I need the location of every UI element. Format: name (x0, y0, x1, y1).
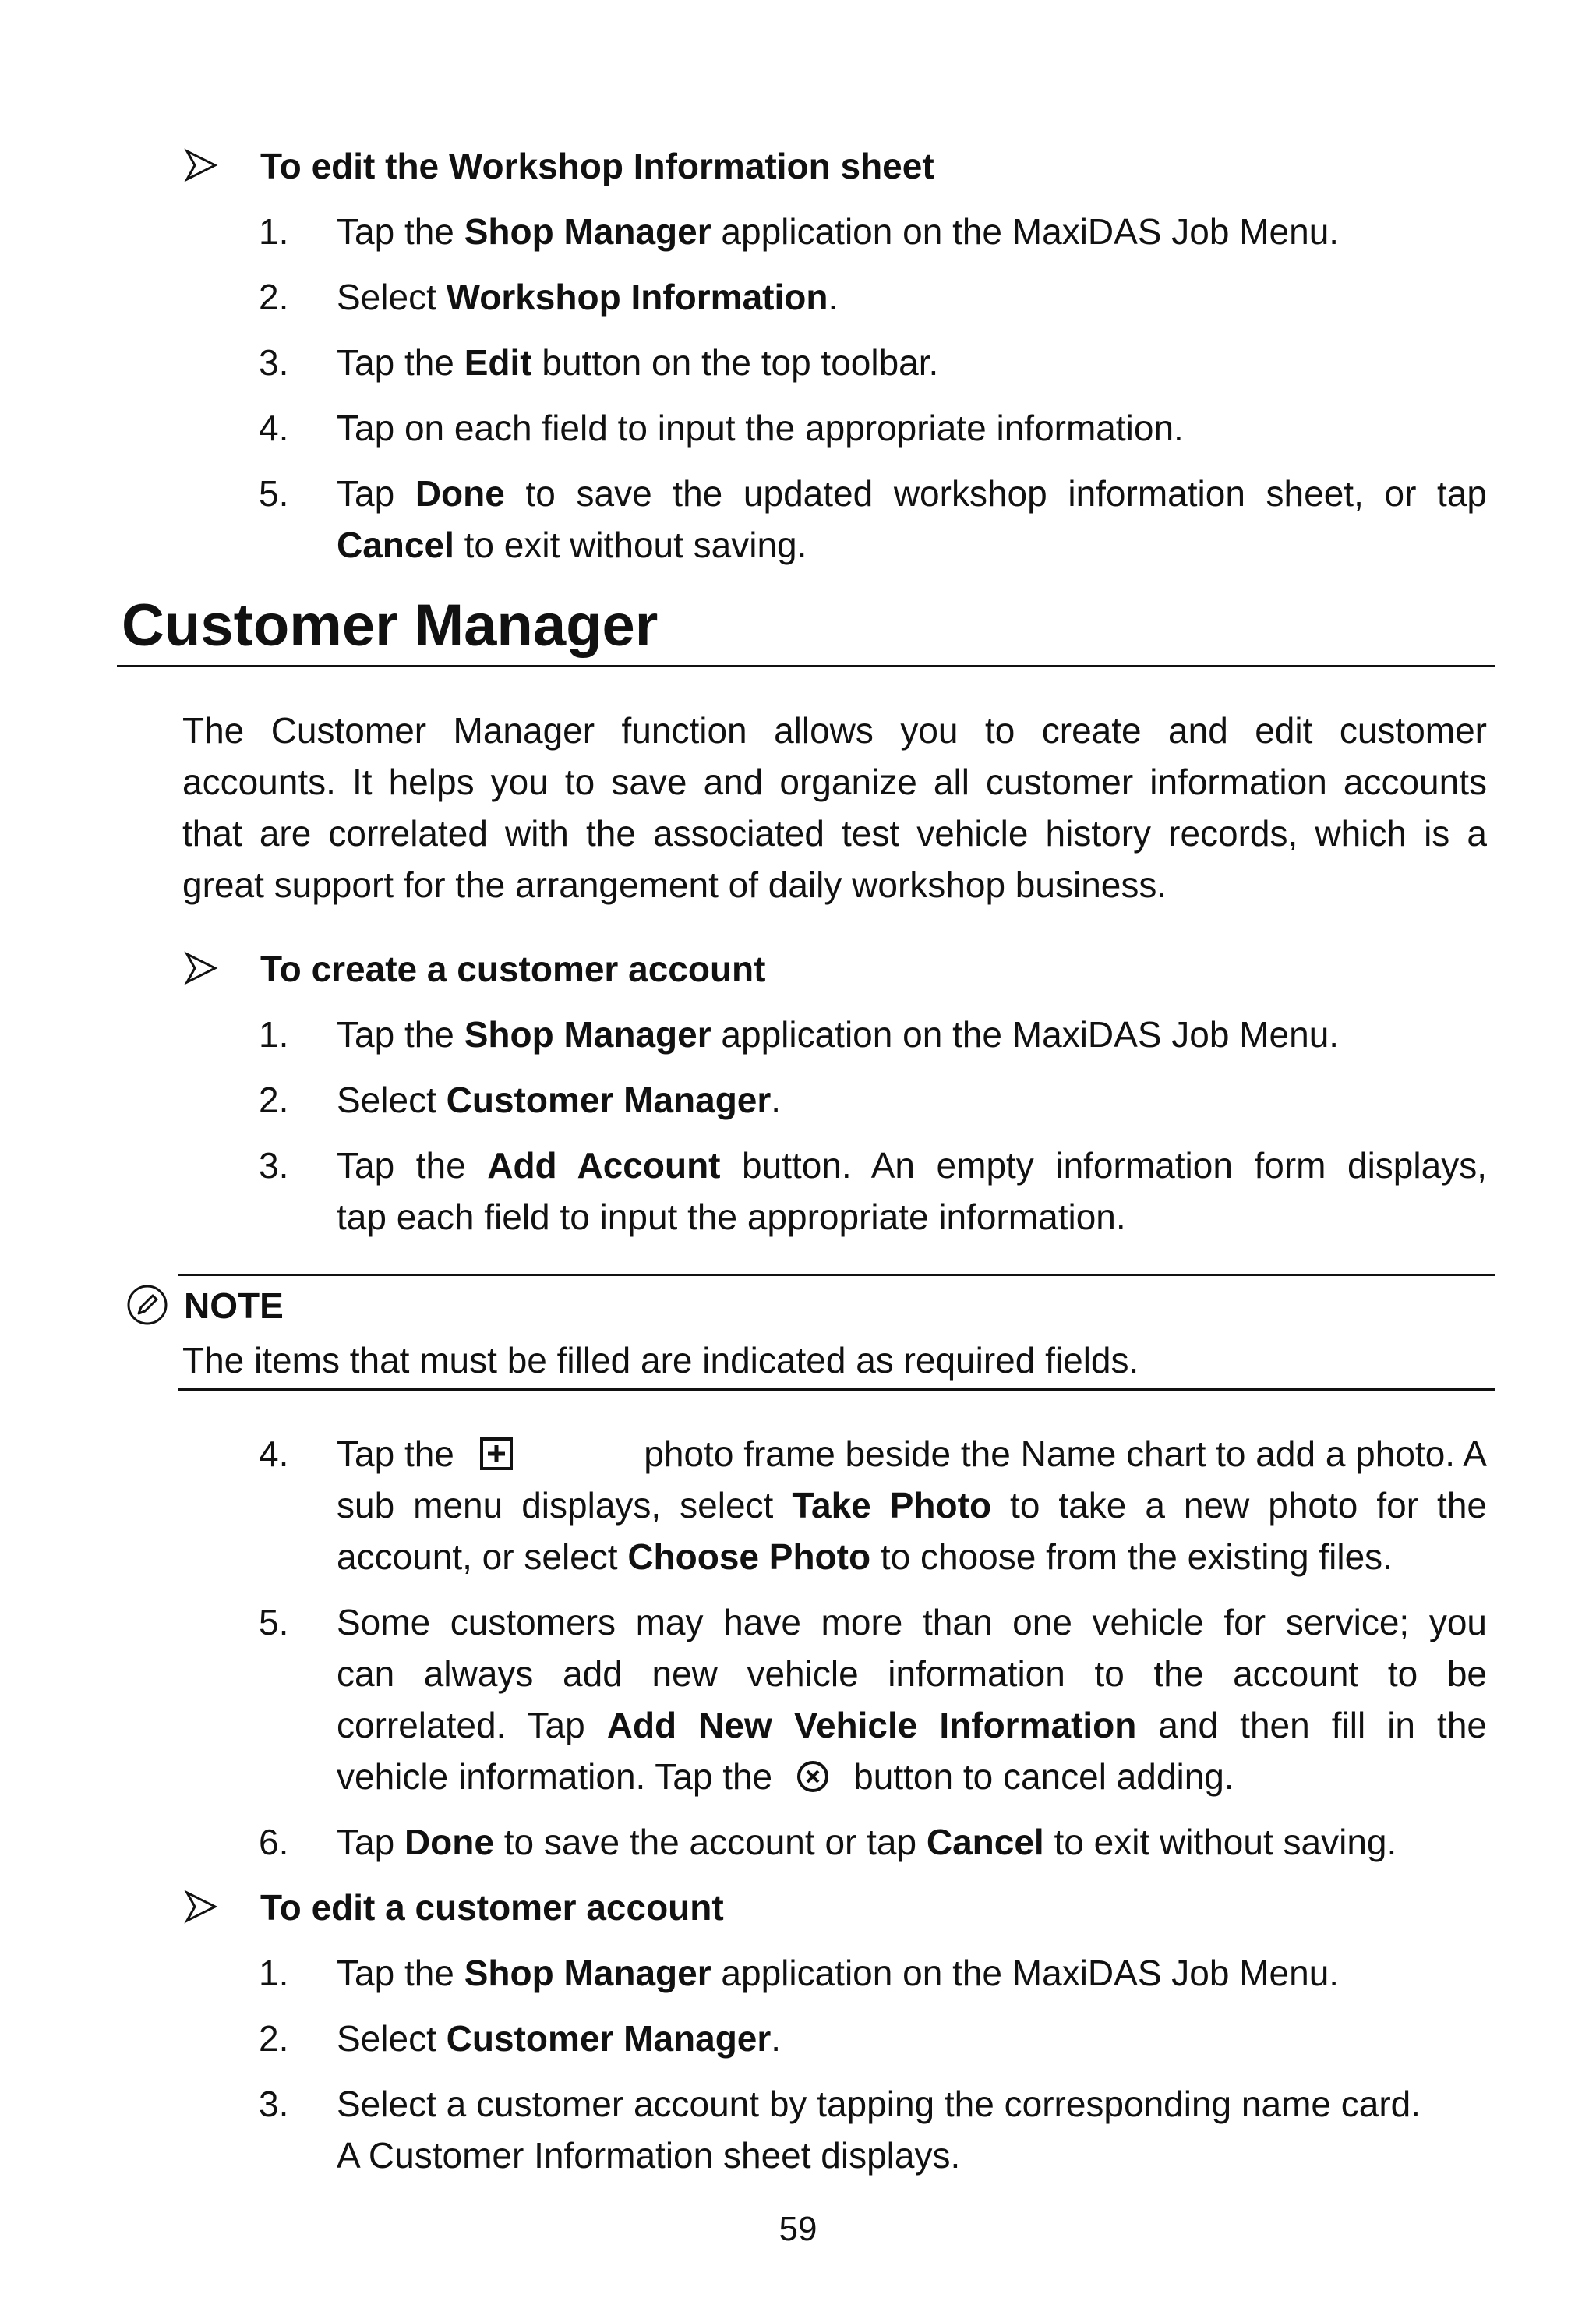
bold-term: Cancel (926, 1822, 1044, 1862)
step-text (337, 1009, 1487, 1060)
text-run: to exit without saving. (454, 525, 807, 565)
text-run: . (828, 277, 839, 317)
text-run: Select (337, 2018, 447, 2059)
text-run: account, or select (337, 1536, 628, 1577)
bold-term: Customer Manager (446, 2018, 772, 2059)
bold-term: Cancel (337, 525, 454, 565)
page-title: Customer Manager (122, 592, 659, 659)
step-number: 1. (259, 1953, 289, 1993)
step-number: 3. (259, 2084, 289, 2124)
note-bottom-rule (178, 1388, 1495, 1391)
step-number: 4. (259, 1434, 289, 1474)
text-run: to take a new photo for the (991, 1485, 1487, 1526)
step-text (337, 1947, 1487, 1999)
step-text (337, 271, 1487, 323)
bold-term: Shop Manager (464, 1953, 711, 1993)
text-run: to exit without saving. (1043, 1822, 1397, 1862)
step-text (337, 1816, 1487, 1868)
bold-term: Edit (464, 342, 532, 383)
text-run: to save the updated workshop information sheet, or tap (504, 473, 1488, 514)
text-run: button. An empty information form displays, (720, 1145, 1487, 1186)
step-text (337, 1191, 1487, 1243)
bold-term: Done (404, 1822, 494, 1862)
step-number: 5. (259, 473, 289, 514)
x-circle-icon (796, 1759, 830, 1794)
bold-term: Add Account (487, 1145, 721, 1186)
step-text (337, 206, 1487, 257)
text-run: Tap (337, 1822, 404, 1862)
text-run: button on the top toolbar. (531, 342, 939, 383)
step-number: 2. (259, 277, 289, 317)
step-text (337, 1596, 1487, 1648)
bold-term: Workshop Information (446, 277, 828, 317)
step-text (337, 2078, 1487, 2130)
plus-box-icon (479, 1437, 514, 1471)
text-run: Tap (337, 473, 415, 514)
step-number: 2. (259, 1080, 289, 1120)
step-text (337, 2013, 1487, 2064)
text-run: sub menu displays, select (337, 1485, 793, 1526)
text-run: application on the MaxiDAS Job Menu. (711, 1953, 1340, 1993)
text-run: A Customer Information sheet displays. (337, 2135, 961, 2176)
step-number: 6. (259, 1822, 289, 1862)
text-run: Select (337, 1080, 447, 1120)
text-run: application on the MaxiDAS Job Menu. (711, 211, 1340, 252)
section-heading: To edit the Workshop Information sheet (260, 146, 934, 186)
note-label: NOTE (184, 1285, 284, 1326)
text-run: Select a customer account by tapping the corresponding name card. (337, 2084, 1421, 2124)
step-text (337, 1699, 1487, 1751)
step-text (337, 337, 1487, 388)
intro-line: that are correlated with the associated test vehicle history records, which is a (182, 813, 1487, 854)
arrow-bullet-icon (184, 1890, 218, 1924)
text-run: can always add new vehicle information to the account to be (337, 1653, 1487, 1694)
arrow-bullet-icon (184, 148, 218, 182)
intro-line: accounts. It helps you to save and organize all customer information accounts (182, 762, 1487, 802)
text-run: Tap the (337, 1953, 464, 1993)
step-text-segment: Tap the (337, 1434, 454, 1474)
section-heading: To create a customer account (260, 949, 766, 989)
text-run: Tap the (337, 1145, 488, 1186)
step-text (337, 468, 1487, 519)
step-text (337, 1480, 1487, 1531)
text-run: and then fill in the (1136, 1705, 1487, 1745)
step-text-segment: photo frame beside the Name chart to add a photo. A (644, 1434, 1487, 1474)
bold-term: Take Photo (792, 1485, 992, 1526)
text-run: Tap the (337, 1014, 464, 1055)
step-text-segment: button to cancel adding. (853, 1756, 1234, 1797)
step-number: 3. (259, 1145, 289, 1186)
step-text (337, 2130, 1487, 2181)
text-run: Tap the (337, 211, 464, 252)
title-underline (117, 665, 1495, 667)
step-number: 5. (259, 1602, 289, 1642)
page-number: 59 (779, 2210, 817, 2248)
step-text-segment: vehicle information. Tap the (337, 1756, 773, 1797)
step-text (337, 519, 1487, 571)
bold-term: Shop Manager (464, 211, 711, 252)
step-number: 1. (259, 211, 289, 252)
step-number: 3. (259, 342, 289, 383)
text-run: Tap the (337, 342, 464, 383)
section-heading: To edit a customer account (260, 1887, 724, 1928)
text-run: tap each field to input the appropriate information. (337, 1197, 1126, 1237)
text-run: Tap on each field to input the appropriate information. (337, 408, 1184, 448)
text-run: . (771, 1080, 782, 1120)
bold-term: Add New Vehicle Information (606, 1705, 1137, 1745)
bold-term: Shop Manager (464, 1014, 711, 1055)
text-run: Select (337, 277, 447, 317)
step-text (337, 1428, 1487, 1480)
text-run: . (771, 2018, 782, 2059)
text-run: correlated. Tap (337, 1705, 607, 1745)
text-run: Some customers may have more than one vehicle for service; you (337, 1602, 1487, 1642)
intro-line: The Customer Manager function allows you to create and edit customer (182, 710, 1487, 751)
text-run: application on the MaxiDAS Job Menu. (711, 1014, 1340, 1055)
step-text (337, 1531, 1487, 1582)
step-text (337, 1751, 1487, 1802)
arrow-bullet-icon (184, 951, 218, 985)
intro-line: great support for the arrangement of daily workshop business. (182, 864, 1167, 905)
note-text: The items that must be filled are indicated as required fields. (182, 1340, 1139, 1381)
step-number: 4. (259, 408, 289, 448)
bold-term: Choose Photo (627, 1536, 871, 1577)
text-run: to choose from the existing files. (870, 1536, 1393, 1577)
step-number: 1. (259, 1014, 289, 1055)
bold-term: Done (415, 473, 505, 514)
step-text (337, 1648, 1487, 1699)
step-number: 2. (259, 2018, 289, 2059)
text-run: to save the account or tap (493, 1822, 927, 1862)
step-text (337, 1140, 1487, 1191)
bold-term: Customer Manager (446, 1080, 772, 1120)
pencil-circle-icon (126, 1284, 168, 1326)
step-text (337, 1074, 1487, 1126)
note-top-rule (178, 1274, 1495, 1276)
step-text (337, 402, 1487, 454)
